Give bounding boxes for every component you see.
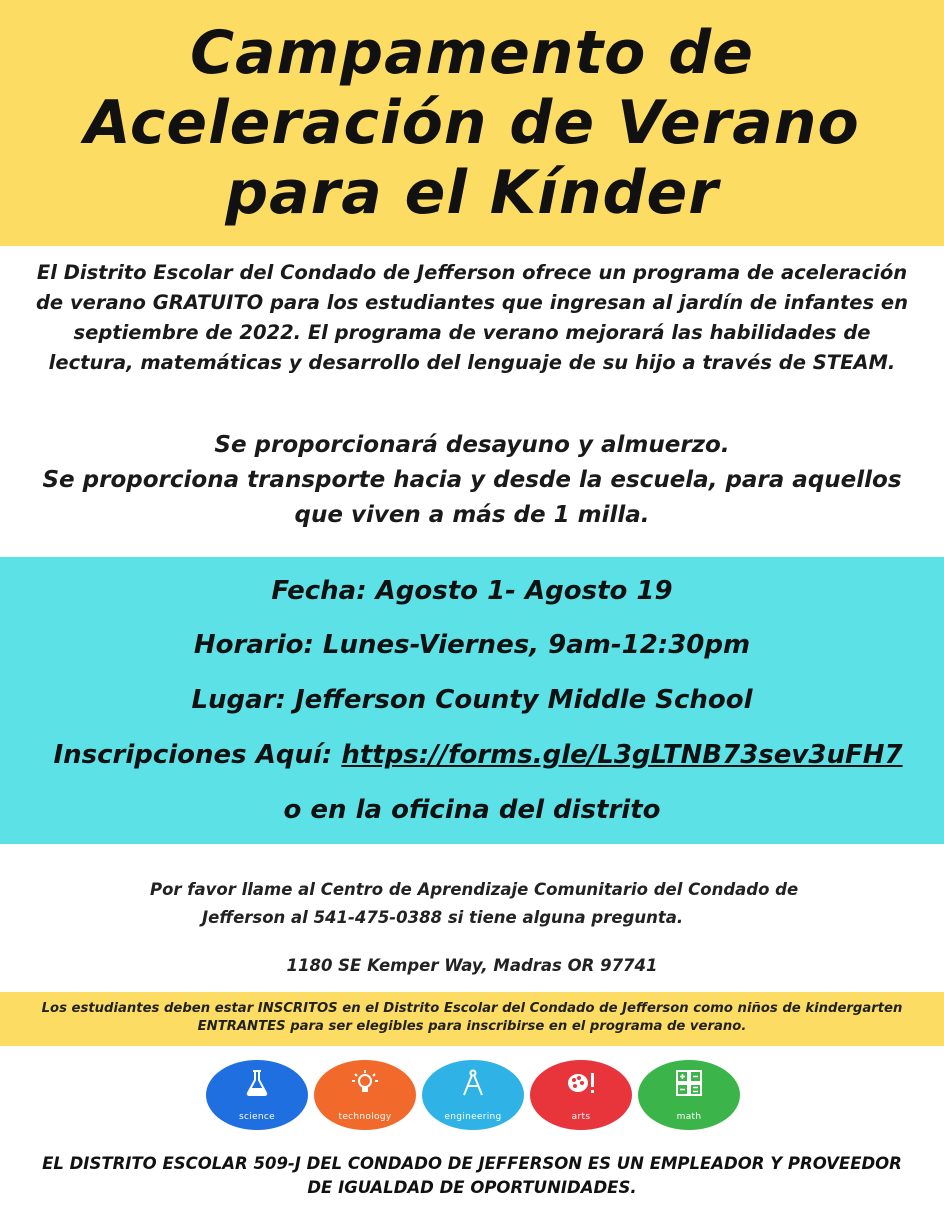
page-title xyxy=(0,18,944,228)
flask-icon xyxy=(242,1068,272,1098)
palette-icon xyxy=(566,1068,596,1098)
steam-label-engineering: engineering xyxy=(444,1112,502,1122)
steam-label-science: science xyxy=(239,1112,275,1122)
schedule-line: Horario: Lunes-Viernes, 9am-12:30pm xyxy=(193,630,751,660)
steam-science xyxy=(206,1060,308,1130)
steam-engineering xyxy=(422,1060,524,1130)
title-line-3: para el Kínder xyxy=(225,158,719,228)
location-line: Lugar: Jefferson County Middle School xyxy=(191,685,753,715)
date-line: Fecha: Agosto 1- Agosto 19 xyxy=(271,576,673,606)
steam-label-technology: technology xyxy=(338,1112,392,1122)
contact-line-1: Por favor llame al Centro de Aprendizaje Comunitario del Condado de xyxy=(150,880,799,899)
steam-math xyxy=(638,1060,740,1130)
transport-line: Se proporciona transporte hacia y desde la escuela, para aquellos que viven a más de 1 milla. xyxy=(42,467,902,528)
lightbulb-icon xyxy=(350,1068,380,1098)
footer-line-2: DE IGUALDAD DE OPORTUNIDADES. xyxy=(307,1178,637,1197)
registration-label: Inscripciones Aquí: xyxy=(53,740,342,770)
registration-line xyxy=(6,738,944,772)
meals-transport-info xyxy=(30,428,914,533)
contact-info xyxy=(150,876,890,932)
equal-opportunity-footer xyxy=(0,1152,944,1200)
address: 1180 SE Kemper Way, Madras OR 97741 xyxy=(286,956,658,975)
office-line: o en la oficina del distrito xyxy=(283,795,661,825)
title-line-1: Campamento de xyxy=(190,18,754,88)
steam-arts xyxy=(530,1060,632,1130)
eligibility-note: Los estudiantes deben estar INSCRITOS en el Distrito Escolar del Condado de Jefferson como niños de kindergarten ENTRANTES para ser elegibles para inscribirse en el programa de verano. xyxy=(41,1001,903,1034)
steam-label-arts: arts xyxy=(571,1112,591,1122)
steam-label-math: math xyxy=(676,1112,702,1122)
steam-icons xyxy=(206,1060,746,1130)
intro-paragraph: El Distrito Escolar del Condado de Jefferson ofrece un programa de aceleración de verano GRATUITO para los estudiantes que ingresan al jardín de infantes en septiembre de 2022. El programa de verano mejorará las habilidades de lectura, matemáticas y desarrollo del lenguaje de su hijo a través de STEAM. xyxy=(35,261,909,374)
registration-link[interactable]: https://forms.gle/L3gLTNB73sev3uFH7 xyxy=(341,740,903,770)
meals-line: Se proporcionará desayuno y almuerzo. xyxy=(214,432,730,458)
footer-line-1: EL DISTRITO ESCOLAR 509-J DEL CONDADO DE JEFFERSON ES UN EMPLEADOR Y PROVEEDOR xyxy=(42,1154,902,1173)
contact-line-2: Jefferson al 541-475-0388 si tiene alguna pregunta. xyxy=(202,908,684,927)
title-line-2: Aceleración de Verano xyxy=(84,88,860,158)
compass-icon xyxy=(458,1068,488,1098)
calculator-icon xyxy=(674,1068,704,1098)
steam-technology xyxy=(314,1060,416,1130)
